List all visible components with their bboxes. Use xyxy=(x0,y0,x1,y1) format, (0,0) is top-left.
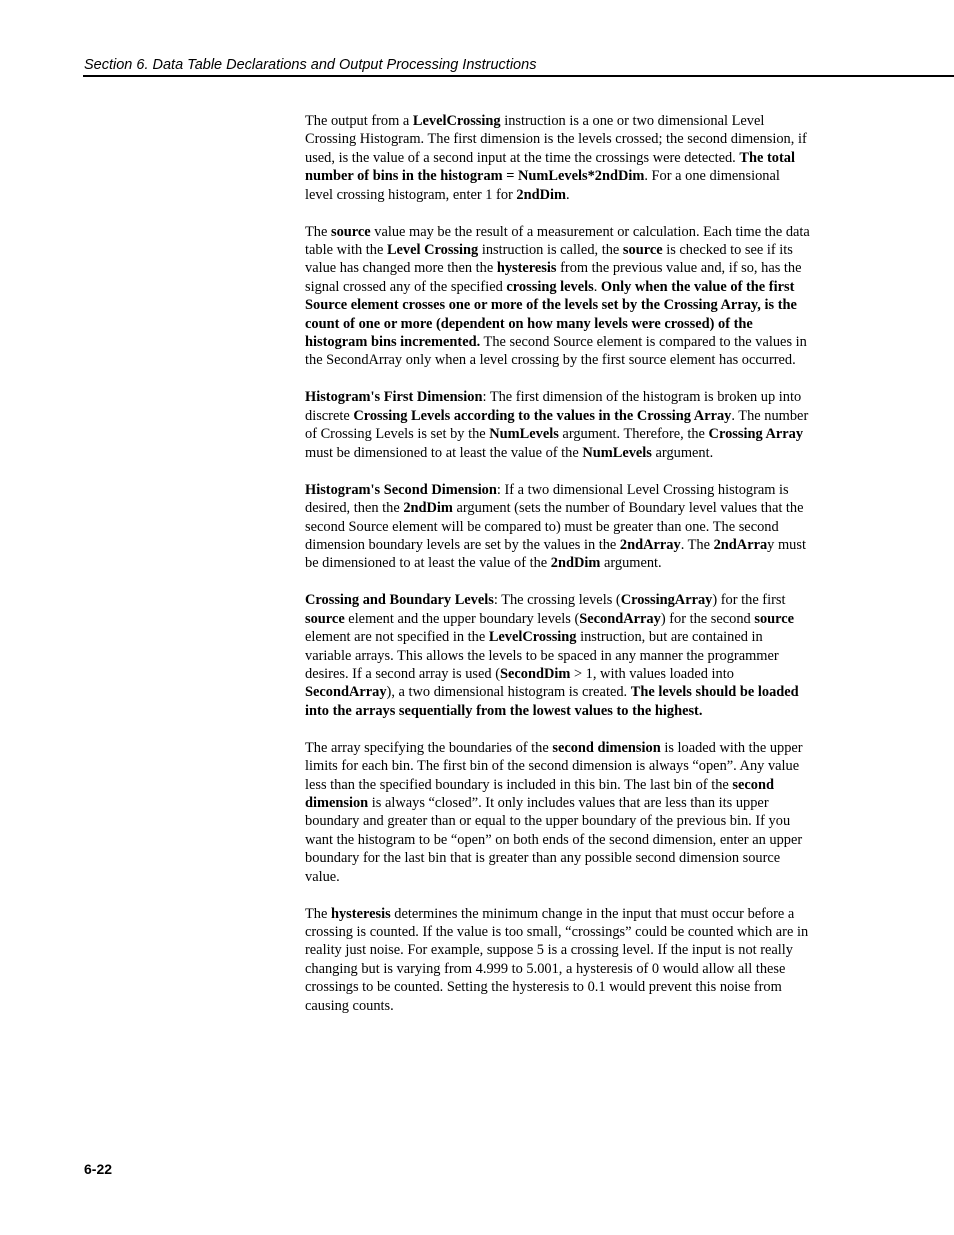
bold-text: Crossing Levels according to the values in the Crossing Array xyxy=(353,407,732,424)
bold-text: SecondArray xyxy=(305,684,387,701)
text-run: . For a one dimensional level crossing histogram, enter 1 for xyxy=(305,168,780,203)
text-run: . xyxy=(566,186,570,203)
text-run: The output from a xyxy=(305,113,413,129)
text-run: is always “closed”. It only includes values that are less than its upper boundary and greater than or equal to the upper boundary of the previous bin. If you want the histogram to be “open” on both ends of the second dimension, enter an upper boundary for the last bin that is greater than any possible second dimension source value. xyxy=(305,794,803,885)
text-run: : The first dimension of the histogram is broken up into discrete xyxy=(305,389,802,424)
text-run: must be dimensioned to at least the value of the xyxy=(305,444,583,461)
text-run: value may be the result of a measurement or calculation. Each time the data table with the xyxy=(305,223,810,259)
bold-text: The levels should be loaded into the arrays sequentially from the lowest values to the highest. xyxy=(305,684,799,719)
bold-text: 2ndDim xyxy=(403,500,453,517)
bold-text: Histogram's First Dimension xyxy=(305,389,483,406)
text-run: . The xyxy=(680,536,714,553)
text-run: The second Source element is compared to the values in the SecondArray only when a level crossing by the first source element has occurred. xyxy=(305,334,807,369)
text-run: . xyxy=(593,278,601,295)
bold-text: 2ndArra xyxy=(713,536,768,553)
bold-text: LevelCrossing xyxy=(488,629,577,646)
text-run: element and the upper boundary levels ( xyxy=(344,610,580,627)
text-run: element are not specified in the xyxy=(305,629,489,646)
bold-text: LevelCrossing xyxy=(412,113,501,129)
text-run: argument (sets the number of Boundary level values that the second Source element will be compared to) must be greater than one. The second dimension boundary levels are set by the values in the xyxy=(305,500,804,553)
text-run: ) for the second xyxy=(660,610,755,627)
bold-text: second dimension xyxy=(305,776,774,811)
page-number: 6-22 xyxy=(84,1161,113,1177)
text-run: > 1, with values loaded into xyxy=(570,665,734,682)
section-header: Section 6. Data Table Declarations and Output Processing Instructions xyxy=(84,57,537,73)
text-run: The xyxy=(305,905,331,922)
text-run: argument. Therefore, the xyxy=(558,426,709,443)
bold-text: Histogram's Second Dimension xyxy=(305,481,497,498)
text-run: instruction is called, the xyxy=(478,242,623,259)
bold-text: hysteresis xyxy=(330,905,391,922)
text-run: ), a two dimensional histogram is created. xyxy=(386,684,631,701)
bold-text: Level Crossing xyxy=(386,242,479,259)
bold-text: second dimension xyxy=(552,739,661,756)
bold-text: 2ndDim xyxy=(550,555,601,572)
bold-text: CrossingArray xyxy=(620,592,713,609)
header-divider xyxy=(83,75,954,77)
text-run: The array specifying the boundaries of the xyxy=(305,739,553,756)
text-run: is loaded with the upper limits for each bin. The first bin of the second dimension is always “open”. Any value less than the specified boundary is included in this bin. The last bin of the xyxy=(305,739,803,793)
document-body xyxy=(305,112,811,1034)
paragraph-7 xyxy=(305,905,811,1015)
bold-text: source xyxy=(330,223,371,240)
bold-text: Crossing Array xyxy=(708,426,804,443)
text-run: . The number of Crossing Levels is set by the xyxy=(305,407,809,443)
bold-text: source xyxy=(622,242,663,259)
bold-text: hysteresis xyxy=(496,260,557,277)
text-run: from the previous value and, if so, has the signal crossed any of the specified xyxy=(305,260,802,295)
bold-text: source xyxy=(305,610,345,627)
paragraph-3 xyxy=(305,388,811,462)
paragraph-5 xyxy=(305,591,811,720)
bold-text: 2ndArray xyxy=(619,536,681,553)
text-run: is checked to see if its value has changed more then the xyxy=(305,242,793,277)
bold-text: SecondArray xyxy=(579,610,661,627)
text-run: argument. xyxy=(600,555,662,572)
text-run: instruction is a one or two dimensional Level Crossing Histogram. The first dimension is the levels crossed; the second dimension, if used, is the value of a second input at the time the crossings were detected. xyxy=(305,113,807,166)
text-run: y must be dimensioned to at least the value of the xyxy=(305,536,806,572)
bold-text: Only when the value of the first Source element crosses one or more of the levels set by the Crossing Array, is the count of one or more (dependent on how many levels were crossed) of the histogram bins incremented. xyxy=(305,278,797,351)
text-run: ) for the first xyxy=(712,592,786,609)
text-run: : If a two dimensional Level Crossing histogram is desired, then the xyxy=(305,481,789,517)
paragraph-4 xyxy=(305,481,811,573)
bold-text: crossing levels xyxy=(506,278,594,295)
text-run: The xyxy=(305,223,331,240)
text-run: instruction, but are contained in variable arrays. This allows the levels to be spaced in any manner the programmer desires. If a second array is used ( xyxy=(305,629,779,682)
bold-text: 2ndDim xyxy=(516,186,566,203)
paragraph-6 xyxy=(305,739,811,886)
paragraph-1 xyxy=(305,112,811,204)
bold-text: source xyxy=(754,610,795,627)
bold-text: Crossing and Boundary Levels xyxy=(305,592,494,609)
text-run: argument. xyxy=(651,444,714,461)
bold-text: SecondDim xyxy=(500,665,571,682)
bold-text: NumLevels xyxy=(582,444,652,461)
bold-text: The total number of bins in the histogram = NumLevels*2ndDim xyxy=(305,149,795,185)
text-run: : The crossing levels ( xyxy=(493,592,621,609)
text-run: determines the minimum change in the input that must occur before a crossing is counted. If the value is too small, “crossings” could be counted which are in reality just noise. For example, suppose 5 is a crossing level. If the input is not really changing but is varying from 4.999 to 5.001, a hysteresis of 0 would allow all these crossings to be counted. Setting the hysteresis to 0.1 would prevent this noise from causing counts. xyxy=(305,905,809,1014)
paragraph-2 xyxy=(305,223,811,370)
bold-text: NumLevels xyxy=(489,426,559,443)
